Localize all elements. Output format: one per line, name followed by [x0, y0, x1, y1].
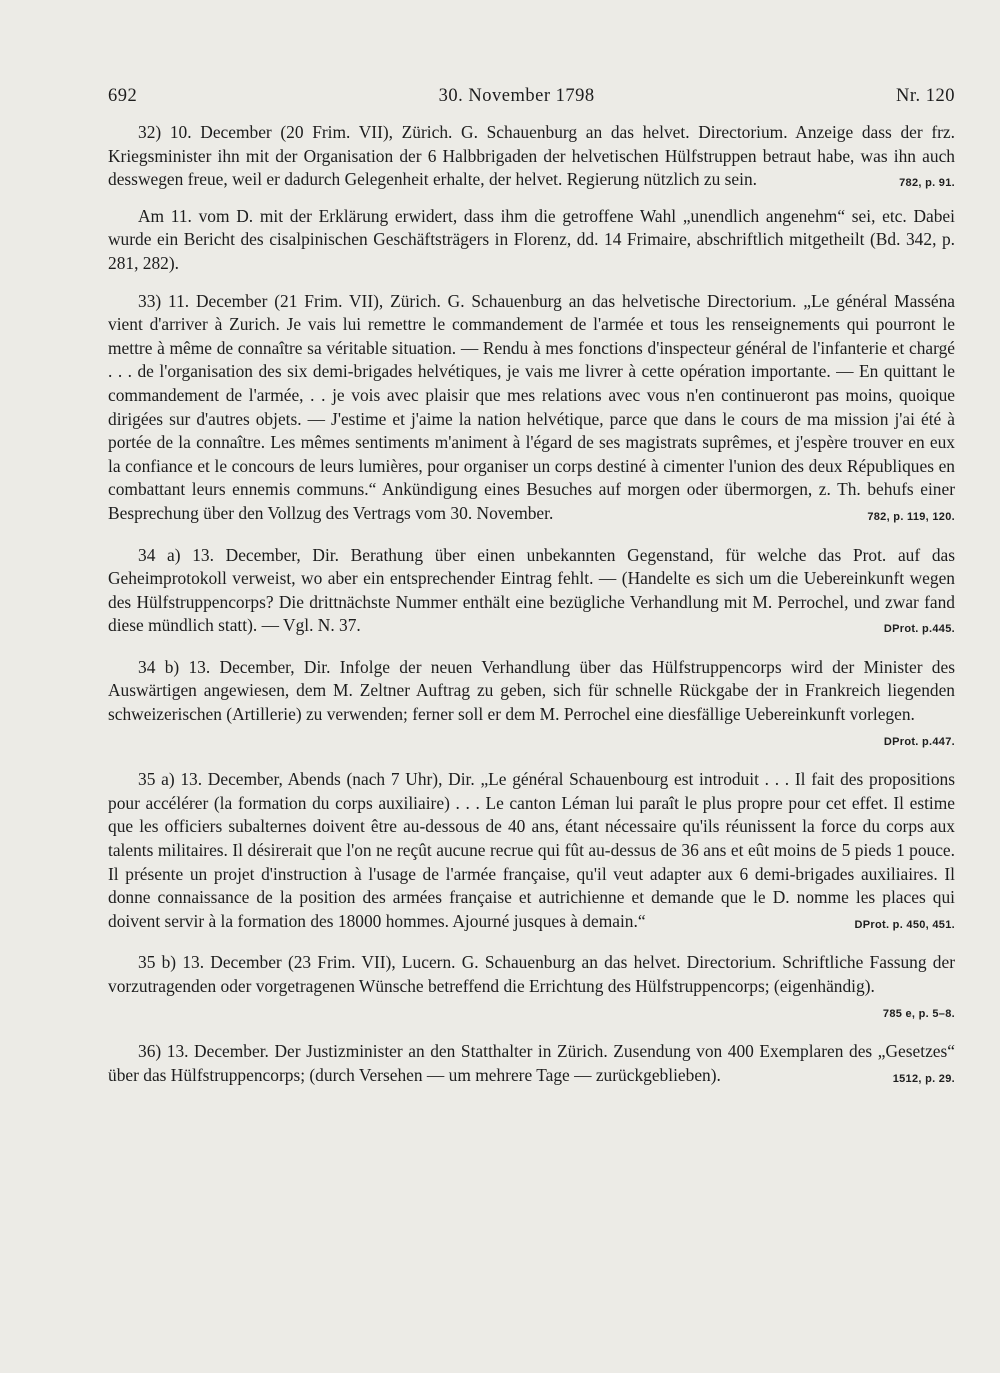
entry-34a — [108, 544, 955, 642]
entry-text — [108, 656, 955, 748]
source-reference: 785 e, p. 5–8. — [882, 1007, 955, 1020]
entry-text — [108, 1040, 955, 1087]
entry-text — [108, 544, 955, 638]
entry-body: 33) 11. December (21 Frim. VII), Zürich. G. Schauenburg an das helvetische Directorium. „Le général Masséna vient d'arriver à Zurich. Je vais lui remettre le commandement de l'armée et tous les renseignements qui pourront le mettre à même de connaître sa véritable situation. — Rendu à mes fonctions d'inspecteur général de l'infanterie et chargé . . . de l'organisation des six demi-brigades helvétiques, je vais me livrer à cette opération importante. — En quittant le commandement de l'armée, . . je vois avec plaisir que mes relations avec vous n'en continueront pas moins, quoique dirigées sur d'autres objets. — J'estime et j'aime la nation helvétique, parce que dans le cours de ma mission j'ai été à portée de la connaître. Les mêmes sentiments m'animent à l'égard de ses magistrats suprêmes, et j'espère trouver en eux la confiance et le concours de leurs lumières, pour organiser un corps destiné à cimenter l'union des deux Républiques en combattant leurs ennemis communs.“ Ankündigung eines Besuches auf morgen oder übermorgen, z. Th. behufs einer Besprechung über den Vollzug des Vertrags vom 30. November. — [108, 290, 955, 523]
entry-35a — [108, 768, 955, 937]
entry-34b — [108, 656, 955, 754]
entry-text — [108, 290, 955, 526]
entry-33 — [108, 290, 955, 530]
entry-35b — [108, 951, 955, 1026]
entry-36 — [108, 1040, 955, 1091]
entry-body: 32) 10. December (20 Frim. VII), Zürich. G. Schauenburg an das helvet. Directorium. Anzeige dass der frz. Kriegsminister ihn mit der Organisation der 6 Halbbrigaden der helvetischen Hülfstruppen betraut habe, was ihn auch desswegen freue, weil er dadurch Gelegenheit erhalte, der helvet. Regierung nützlich zu sein. — [108, 122, 955, 190]
source-reference: DProt. p.445. — [883, 623, 955, 636]
entry-body: 34 a) 13. December, Dir. Berathung über einen unbekannten Gegenstand, für welche das Prot. auf das Geheimprotokoll verweist, wo aber ein entsprechender Eintrag fehlt. — (Handelte es sich um die Uebereinkunft wegen des Hülfstruppencorps? Die drittnächste Nummer enthält eine bezügliche Verhandlung mit M. Perrochel, und zwar fand diese mündlich statt). — Vgl. N. 37. — [108, 544, 955, 636]
entry-body: 35 a) 13. December, Abends (nach 7 Uhr), Dir. „Le général Schauenbourg est introduit . . . Il fait des propositions pour accélérer (la formation du corps auxiliaire) . . . Le canton Léman lui paraît le plus propre pour cet effet. Il estime que les officiers subalternes doivent être au-dessous de 40 ans, étant nécessaire qu'ils réunissent la force du corps aux talents militaires. Il désirerait que l'on ne reçût aucune recrue qui fût au-dessus de 36 ans et eût moins de 5 pieds 1 pouce. Il présente un projet d'instruction à l'usage de l'armée française, qu'il veut adapter aux 6 demi-brigades auxiliaires. Il donne connaissance de la position des armées française et autrichienne et demande que le D. nomme les places qui doivent servir à la formation des 18000 hommes. Ajourné jusques à demain.“ — [108, 769, 955, 931]
entry-32 — [108, 121, 955, 276]
page-number: 692 — [108, 86, 138, 106]
entry-text — [108, 768, 955, 933]
page-header — [108, 86, 955, 107]
entry-text — [108, 951, 955, 1020]
entry-text — [108, 121, 955, 192]
source-reference: 1512, p. 29. — [892, 1072, 955, 1085]
entry-body: 34 b) 13. December, Dir. Infolge der neuen Verhandlung über das Hülfstruppencorps wird der Minister des Auswärtigen angewiesen, dem M. Zeltner Auftrag zu geben, sich für schnelle Rückgabe der in Frankreich liegenden schweizerischen (Artillerie) zu verwenden; ferner soll er dem M. Perrochel eine diesfällige Uebereinkunft vorlegen. — [108, 656, 955, 725]
source-reference: DProt. p. 450, 451. — [854, 918, 955, 931]
source-reference: DProt. p.447. — [883, 735, 955, 748]
header-date: 30. November 1798 — [438, 86, 595, 106]
entry-continuation: Am 11. vom D. mit der Erklärung erwidert, dass ihm die getroffene Wahl „unendlich angenehm“ sei, etc. Dabei wurde ein Bericht des cisalpinischen Geschäftsträgers in Florenz, dd. 14 Frimaire, abschriftlich mitgetheilt (Bd. 342, p. 281, 282). — [108, 205, 955, 273]
entry-body: 36) 13. December. Der Justizminister an den Statthalter in Zürich. Zusendung von 400 Exemplaren des „Gesetzes“ über das Hülfstruppencorps; (durch Versehen — um mehrere Tage — zurückgeblieben). — [108, 1041, 955, 1085]
entry-body: 35 b) 13. December (23 Frim. VII), Lucern. G. Schauenburg an das helvet. Directorium. Schriftliche Fassung der vorzutragenden oder vorgetragenen Wünsche betreffend die Errichtung des Hülfstruppencorps; (eigenhändig). — [108, 952, 955, 996]
header-number: Nr. 120 — [896, 86, 955, 106]
source-reference: 782, p. 91. — [899, 177, 955, 190]
source-reference: 782, p. 119, 120. — [867, 510, 955, 523]
